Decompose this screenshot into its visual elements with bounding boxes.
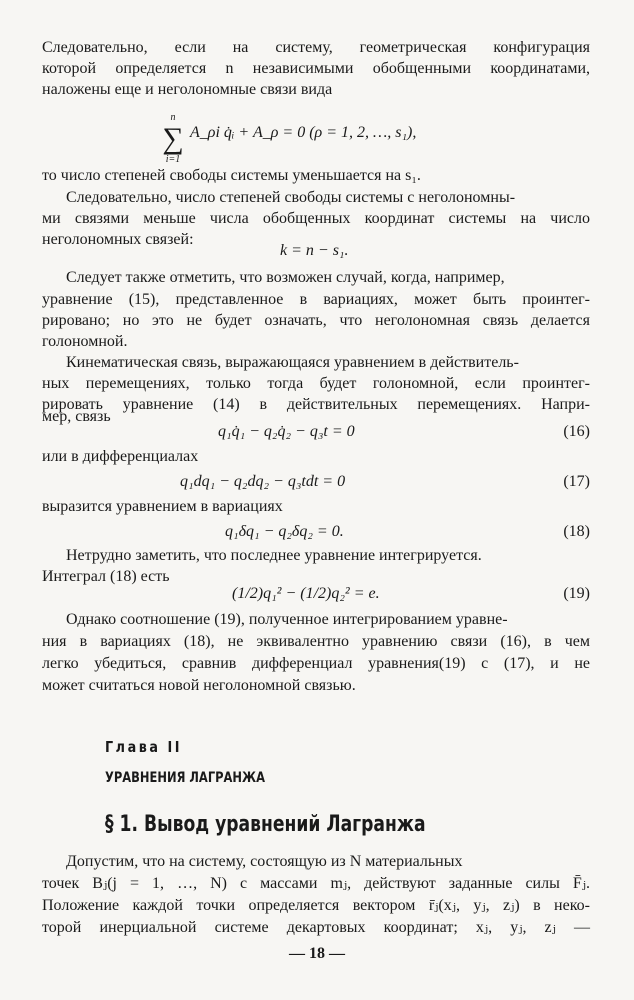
text-line: Однако соотношение (19), полученное интегрированием уравне- — [66, 611, 508, 628]
text-line: Следовательно, если на систему, геометрическая конфигурация — [42, 39, 590, 56]
sigma-sign: ∑ — [162, 122, 184, 155]
summation-symbol — [162, 112, 184, 166]
equation-19: (1/2)q₁² − (1/2)q₂² = e. — [232, 585, 380, 602]
text-line: Интеграл (18) есть — [42, 568, 170, 585]
text-line: Следует также отметить, что возможен случай, когда, например, — [66, 269, 505, 286]
text-line: выразится уравнением в вариациях — [42, 498, 283, 515]
text-line: рировать уравнение (14) в действительных перемещениях. Напри- — [42, 396, 590, 413]
text-line: рировано; но это не будет означать, что неголономная связь делается — [42, 312, 590, 329]
text-line: неголономных связей: — [42, 231, 194, 248]
text-line: Кинематическая связь, выражающаяся уравнением в действитель- — [66, 354, 519, 371]
constraint-equation: A_ρi q̇ᵢ + A_ρ = 0 (ρ = 1, 2, …, s₁), — [190, 124, 417, 141]
text-line: ных перемещениях, только тогда будет голономной, если проинтег- — [42, 375, 590, 392]
sum-lower-limit: i=1 — [165, 154, 181, 165]
text-line: мер, связь — [42, 408, 111, 425]
text-line: ния в вариациях (18), не эквивалентно уравнению связи (16), в чем — [42, 633, 590, 650]
text-line: голономной. — [42, 333, 128, 350]
text-line: или в дифференциалах — [42, 448, 199, 465]
text-line: то число степеней свободы системы уменьшается на s₁. — [42, 167, 421, 184]
page-number: — 18 — — [289, 945, 345, 962]
text-line: которой определяется n независимыми обобщенными координатами, — [42, 60, 590, 77]
chapter-title: УРАВНЕНИЯ ЛАГРАНЖА — [105, 770, 265, 786]
equation-16: q₁q̇₁ − q₂q̇₂ − q₃t = 0 — [218, 423, 355, 440]
text-line: Допустим, что на систему, состоящую из N материальных — [66, 853, 463, 870]
text-line: ми связями меньше числа обобщенных координат системы на число — [42, 210, 590, 227]
equation-number-18: (18) — [563, 523, 590, 540]
text-line: наложены еще и неголономные связи вида — [42, 81, 333, 98]
text-line: уравнение (15), представленное в вариациях, может быть проинтег- — [42, 291, 590, 308]
equation-number-19: (19) — [563, 585, 590, 602]
sum-upper-limit: n — [170, 112, 176, 123]
text-line: Следовательно, число степеней свободы системы с неголономны- — [66, 189, 516, 206]
degrees-of-freedom-equation: k = n − s₁. — [280, 242, 349, 259]
equation-17: q₁dq₁ − q₂dq₂ − q₃tdt = 0 — [180, 473, 346, 490]
equation-number-16: (16) — [563, 423, 590, 440]
text-line: точек Bⱼ(j = 1, …, N) с массами mⱼ, действуют заданные силы F̄ⱼ. — [42, 875, 590, 892]
text-line: легко убедиться, сравнив дифференциал уравнения(19) с (17), и не — [42, 655, 590, 672]
equation-number-17: (17) — [563, 473, 590, 490]
section-heading: § 1. Вывод уравнений Лагранжа — [105, 812, 426, 837]
equation-18: q₁δq₁ − q₂δq₂ = 0. — [225, 523, 344, 540]
chapter-label: Глава II — [105, 738, 183, 756]
text-line: может считаться новой неголономной связью. — [42, 677, 356, 694]
text-line: Нетрудно заметить, что последнее уравнение интегрируется. — [66, 547, 482, 564]
text-line: Положение каждой точки определяется вектором r̄ⱼ(xⱼ, yⱼ, zⱼ) в неко- — [42, 897, 590, 914]
text-line: торой инерциальной системе декартовых координат; xⱼ, yⱼ, zⱼ — — [42, 919, 590, 936]
